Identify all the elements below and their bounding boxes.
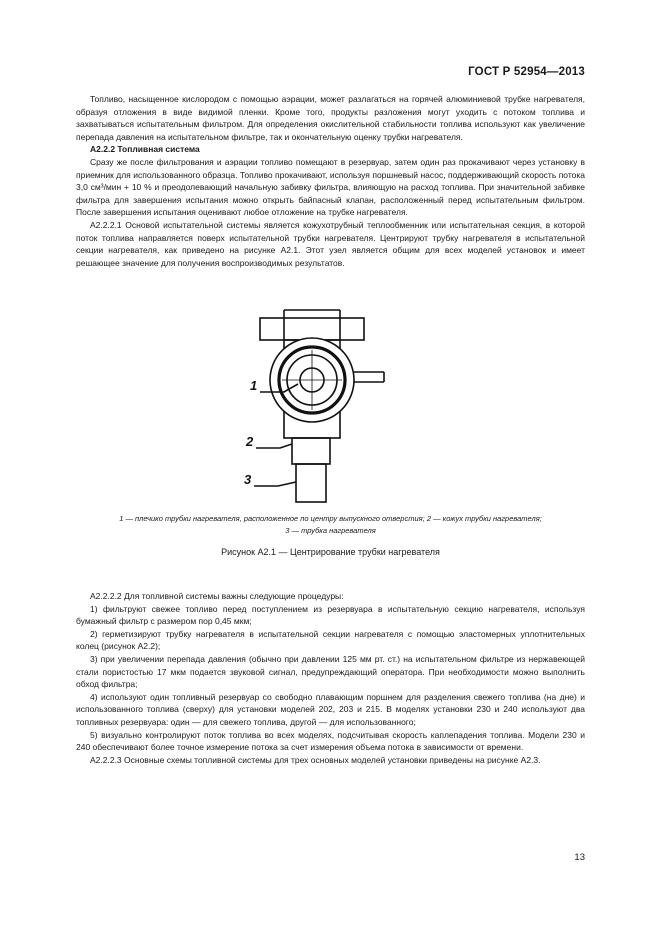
section-paragraph-1: Сразу же после фильтрования и аэрации топливо помещают в резервуар, затем один раз прокачивают через установку в приемник для использованного образца. Топливо прокачивают, используя поршневый насос, поддерживающий скорость потока 3,0 см³/мин + 10 % и преодолевающий начальную забивку фильтра, влияющую на расход топлива. При значительной забивке фильтра для завершения испытания можно открыть байпасный клапан, расположенный перед испытательным фильтром. После завершения испытания оценивают любое отложение на трубке нагревателя. [76, 156, 585, 218]
heater-tube-diagram [232, 308, 392, 508]
procedure-item: 5) визуально контролируют поток топлива во всех моделях, подсчитывая скорость каплепадения топлива. Модели 230 и 240 обеспечивают более точное измерение потока за счет измерения объема потока в зависимости от времени. [76, 729, 585, 753]
figure-caption: Рисунок А2.1 — Центрирование трубки нагревателя [221, 547, 440, 557]
procedure-item: 2) герметизируют трубку нагревателя в испытательной секции нагревателя с помощью эластомерных уплотнительных колец (рисунок А2.2); [76, 628, 585, 652]
procedures-last: А2.2.2.3 Основные схемы топливной системы для трех основных моделей установки приведены на рисунке А2.3. [90, 754, 541, 765]
procedures-block [76, 590, 585, 766]
intro-block [76, 93, 585, 269]
document-code: ГОСТ Р 52954—2013 [468, 66, 585, 78]
figure-legend [60, 513, 601, 537]
procedure-item: 4) используют один топливный резервуар со свободно плавающим поршнем для разделения свежего топлива (на дне) и использованного топлива (сверху) для установки моделей 202, 203 и 215. В моделях установки 230 и 240 используют два топливных резервуара: один — для свежего топлива, другой — для использованного; [76, 691, 585, 727]
top-flange-shape [260, 318, 364, 340]
callout-3: 3 [244, 472, 252, 487]
intro-paragraph: Топливо, насыщенное кислородом с помощью аэрации, может разлагаться на горячей алюминиевой трубке нагревателя, образуя отложения в виде видимой пленки. Кроме того, продукты разложения могут уходить с потоком топлива и захватываться испытательным фильтром. Для определения окислительной стабильности топлива используют как увеличение перепада давления на испытательном фильтре, так и окончательную оценку трубки нагревателя. [76, 94, 585, 142]
procedures-intro: А2.2.2.2 Для топливной системы важны следующие процедуры: [90, 591, 344, 601]
section-paragraph-2: А2.2.2.1 Основой испытательной системы является кожухотрубный теплообменник или испытательная секция, в которой поток топлива направляется поверх испытательной трубки нагревателя. Центрируют трубку нагревателя в испытательной секции нагревателя, как приведено на рисунке А2.1. Этот узел является общим для всех моделей установок и имеет решающее значение для получения воспроизводимых результатов. [76, 219, 585, 268]
callout-2: 2 [246, 434, 254, 449]
sleeve-shape [292, 438, 330, 464]
legend-line-2: 3 — трубка нагревателя [285, 526, 376, 535]
procedure-item: 3) при увеличении перепада давления (обычно при давлении 125 мм рт. ст.) на испытательном фильтре из нержавеющей стали пористостью 17 мкм подается звуковой сигнал, предупреждающий оператора. При необходимости можно выполнить обход фильтра; [76, 653, 585, 690]
heater-tube-shape [296, 464, 326, 502]
procedure-item: 1) фильтруют свежее топливо перед поступлением из резервуара в испытательную секцию нагревателя, используя бумажный фильтр с размером пор 0,45 мкм; [76, 603, 585, 627]
legend-line-1: 1 — плечико трубки нагревателя, расположенное по центру выпускного отверстия; 2 — кожух трубки нагревателя; [119, 514, 542, 523]
callout-1: 1 [250, 378, 258, 393]
page-number: 13 [574, 852, 585, 863]
section-heading: А2.2.2 Топливная система [90, 144, 200, 155]
